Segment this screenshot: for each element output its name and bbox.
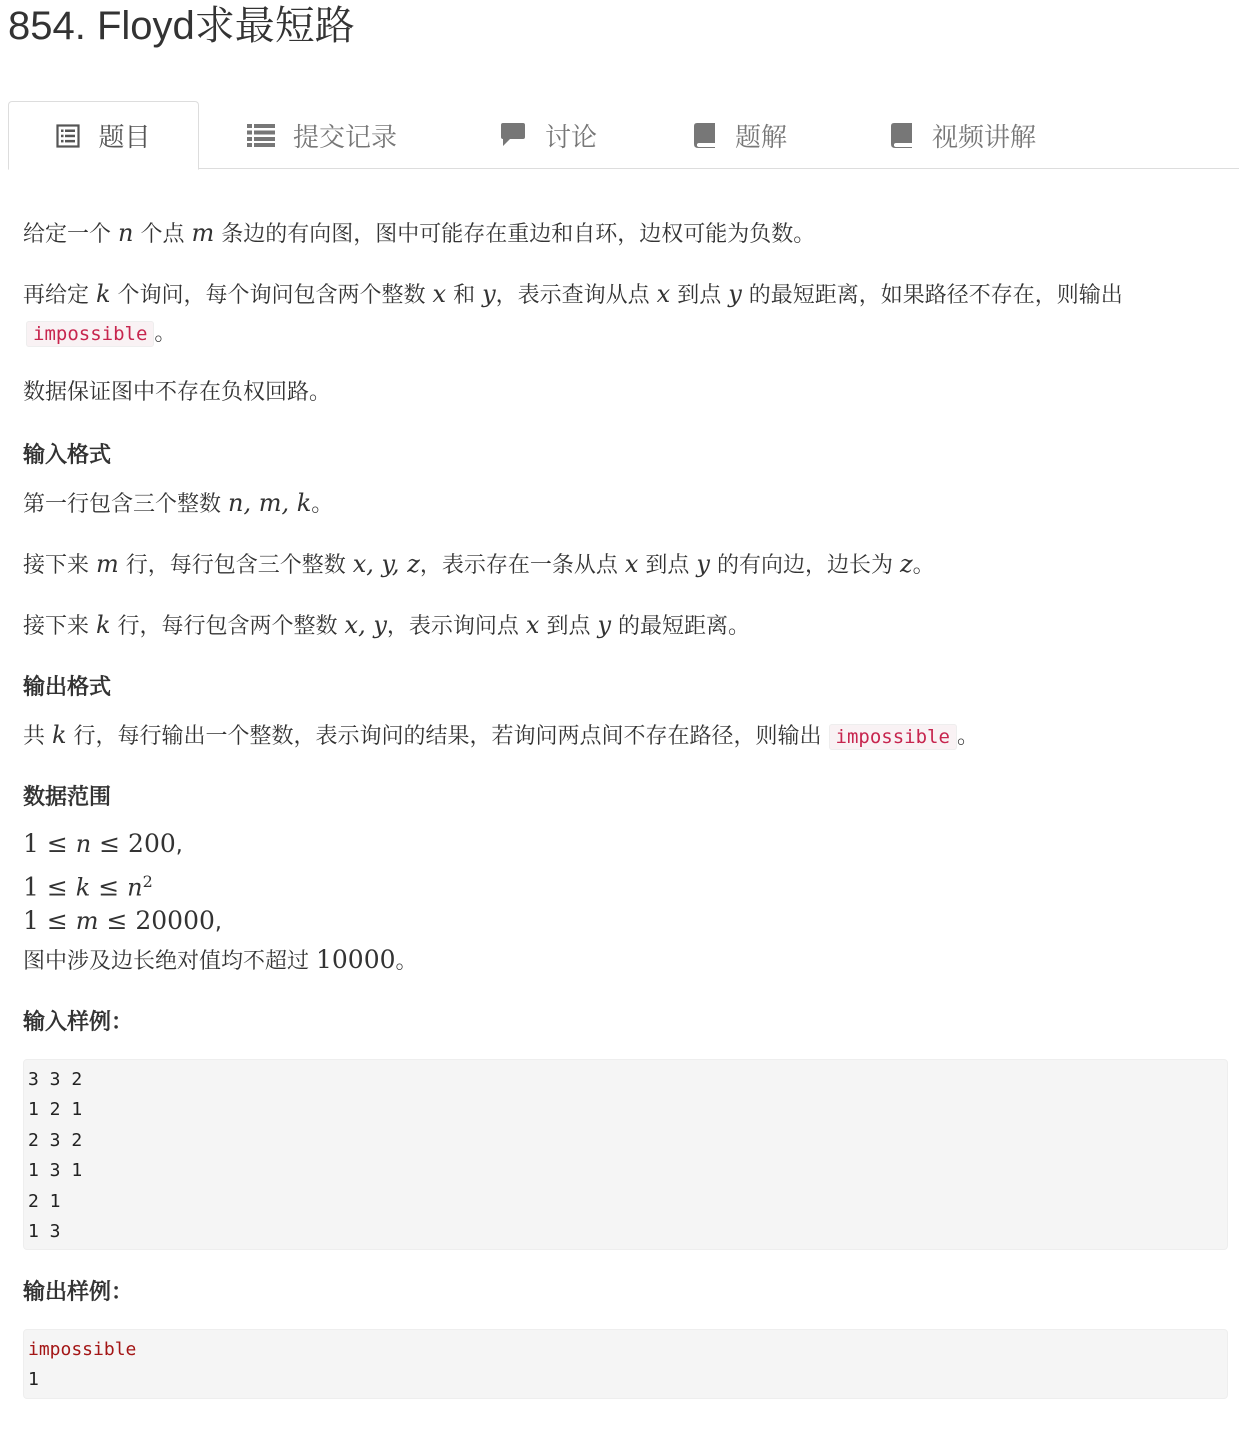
tab-label: 题目 (98, 123, 151, 153)
tab-video[interactable] (868, 101, 1058, 169)
description-paragraph: 再给定 k 个询问，每个询问包含两个整数 x 和 y，表示查询从点 x 到点 y 的最短距离，如果路径不存在，则输出 (23, 280, 1123, 308)
data-range-line: $1 \le k \le n^2$ (23, 872, 153, 902)
sample-output-block (23, 1329, 1228, 1399)
code-line: 1 2 1 (28, 1099, 83, 1121)
impossible-code: impossible (26, 321, 154, 347)
document-list-icon (56, 124, 80, 148)
output-format-heading: 输出格式 (23, 675, 112, 700)
tab-label: 讨论 (544, 122, 597, 153)
code-line: 2 1 (28, 1190, 61, 1212)
tab-discussion[interactable] (478, 101, 618, 169)
problem-tabs (8, 101, 1239, 169)
tab-label: 视频讲解 (931, 122, 1036, 153)
data-range-line: 1 ≤ m ≤ 20000, (23, 906, 222, 935)
output-format-line: 共 k 行，每行输出一个整数，表示询问的结果，若询问两点间不存在路径，则输出 impossible 。 (23, 721, 979, 749)
data-range-line: 图中涉及边长绝对值均不超过 10000。 (23, 945, 418, 974)
code-line: impossible (28, 1339, 137, 1360)
tab-submissions[interactable] (232, 101, 412, 169)
code-line: 1 3 1 (28, 1160, 83, 1182)
tab-label: 提交记录 (292, 122, 397, 153)
code-line: 3 3 2 (28, 1069, 83, 1090)
sample-input-heading: 输入样例： (23, 1010, 134, 1035)
tab-problem[interactable] (8, 101, 199, 170)
code-line: 2 3 2 (28, 1129, 83, 1151)
data-range-line: 1 ≤ n ≤ 200, (23, 829, 183, 858)
code-line: 1 3 (28, 1221, 61, 1243)
tab-solutions[interactable] (675, 101, 805, 169)
description-paragraph: 给定一个 n 个点 m 条边的有向图，图中可能存在重边和自环，边权可能为负数。 (23, 219, 816, 247)
data-range-heading: 数据范围 (23, 785, 112, 810)
page-title: 854. Floyd求最短路 (8, 4, 355, 48)
speech-bubble-icon (499, 122, 527, 148)
code-line: 1 (28, 1369, 39, 1391)
sample-input-block (23, 1059, 1228, 1250)
input-format-heading: 输入格式 (23, 443, 112, 468)
sample-output-heading: 输出样例： (23, 1280, 134, 1305)
input-format-line: 第一行包含三个整数 n, m, k。 (23, 489, 334, 517)
description-paragraph: 数据保证图中不存在负权回路。 (23, 380, 332, 405)
input-format-line: 接下来 m 行，每行包含三个整数 x, y, z，表示存在一条从点 x 到点 y 的有向边，边长为 z。 (23, 550, 935, 578)
tab-label: 题解 (734, 122, 787, 153)
input-format-line: 接下来 k 行，每行包含两个整数 x, y，表示询问点 x 到点 y 的最短距离。 (23, 611, 751, 639)
book-icon (890, 122, 914, 148)
book-icon (693, 122, 717, 148)
impossible-code: impossible (829, 724, 957, 750)
description-paragraph: impossible 。 (26, 314, 176, 354)
list-icon (247, 123, 275, 147)
